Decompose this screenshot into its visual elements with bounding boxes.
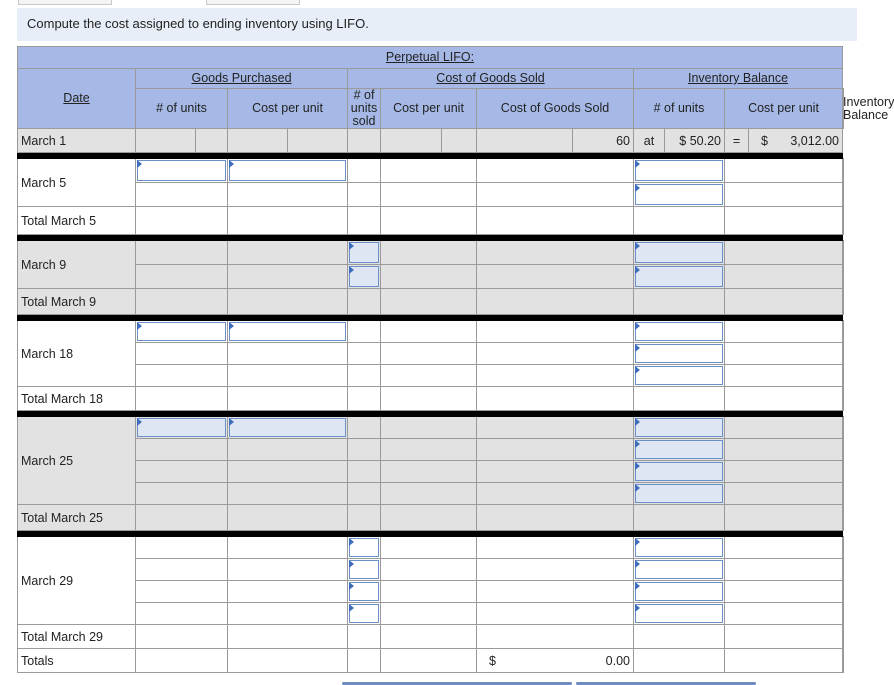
march1-balance: $ 3,012.00 — [749, 129, 843, 153]
march18-purchase-cost-input[interactable] — [229, 322, 346, 341]
cogs-units-sold-header: # of units sold — [348, 89, 381, 129]
march1-eq: = — [725, 129, 749, 153]
inv-balance-header: Inventory Balance — [843, 89, 844, 129]
row-label-march5: March 5 — [18, 159, 136, 207]
march29-inv-units-input-1[interactable] — [635, 538, 723, 557]
inventory-balance-group-header: Inventory Balance — [687, 71, 789, 85]
row-label-march9: March 9 — [18, 241, 136, 289]
march25-inv-units-input-2[interactable] — [635, 440, 723, 459]
march25-inv-units-input-3[interactable] — [635, 462, 723, 481]
march5-inv-units-input-1[interactable] — [635, 160, 723, 181]
row-label-total-march18: Total March 18 — [18, 387, 136, 411]
cogs-cost-header: Cost per unit — [381, 89, 477, 129]
march29-units-sold-input-2[interactable] — [349, 560, 379, 579]
march9-inv-units-input-1[interactable] — [635, 242, 723, 263]
march18-inv-units-input-1[interactable] — [635, 322, 723, 341]
row-label-total-march29: Total March 29 — [18, 625, 136, 649]
march25-inv-units-input-4[interactable] — [635, 484, 723, 503]
march9-inv-units-input-2[interactable] — [635, 266, 723, 287]
march18-inv-units-input-3[interactable] — [635, 366, 723, 385]
gp-cost-header: Cost per unit — [228, 89, 348, 129]
gp-units-header: # of units — [136, 89, 228, 129]
cogs-group-header: Cost of Goods Sold — [436, 71, 545, 85]
inv-cost-header: Cost per unit — [725, 89, 843, 129]
row-label-march1: March 1 — [18, 129, 136, 153]
row-label-total-march9: Total March 9 — [18, 289, 136, 315]
march29-units-sold-input-4[interactable] — [349, 604, 379, 623]
march18-purchase-units-input[interactable] — [137, 322, 226, 341]
march29-inv-units-input-2[interactable] — [635, 560, 723, 579]
march9-units-sold-input-1[interactable] — [349, 242, 379, 263]
cogs-total-header: Cost of Goods Sold — [477, 89, 634, 129]
totals-cogs: $ 0.00 — [477, 649, 634, 673]
top-bar — [0, 0, 857, 6]
march9-units-sold-input-2[interactable] — [349, 266, 379, 287]
march1-at: at — [634, 129, 665, 153]
march5-purchase-units-input[interactable] — [137, 160, 226, 181]
row-label-march18: March 18 — [18, 321, 136, 387]
march18-inv-units-input-2[interactable] — [635, 344, 723, 363]
inv-units-header: # of units — [634, 89, 725, 129]
row-label-march29: March 29 — [18, 537, 136, 625]
march5-inv-units-input-2[interactable] — [635, 184, 723, 205]
row-label-total-march5: Total March 5 — [18, 207, 136, 235]
march1-units: 60 — [573, 129, 634, 153]
totals-inventory-balance — [843, 649, 844, 673]
march25-purchase-cost-input[interactable] — [229, 418, 346, 437]
march29-inv-units-input-4[interactable] — [635, 604, 723, 623]
march25-purchase-units-input[interactable] — [137, 418, 226, 437]
march29-inv-units-input-3[interactable] — [635, 582, 723, 601]
instruction-text: Compute the cost assigned to ending inventory using LIFO. — [17, 8, 857, 41]
date-header: Date — [63, 91, 90, 105]
march25-inv-units-input-1[interactable] — [635, 418, 723, 437]
march1-cost: $ 50.20 — [665, 129, 725, 153]
lifo-table — [17, 46, 894, 673]
row-label-totals: Totals — [18, 649, 136, 673]
row-label-march25: March 25 — [18, 417, 136, 505]
march5-purchase-cost-input[interactable] — [229, 160, 346, 181]
tab-2[interactable] — [206, 0, 300, 5]
march29-units-sold-input-3[interactable] — [349, 582, 379, 601]
goods-purchased-header: Goods Purchased — [191, 71, 292, 85]
table-title: Perpetual LIFO: — [385, 50, 475, 64]
row-label-total-march25: Total March 25 — [18, 505, 136, 531]
march29-units-sold-input-1[interactable] — [349, 538, 379, 557]
tab-1[interactable] — [18, 0, 112, 5]
